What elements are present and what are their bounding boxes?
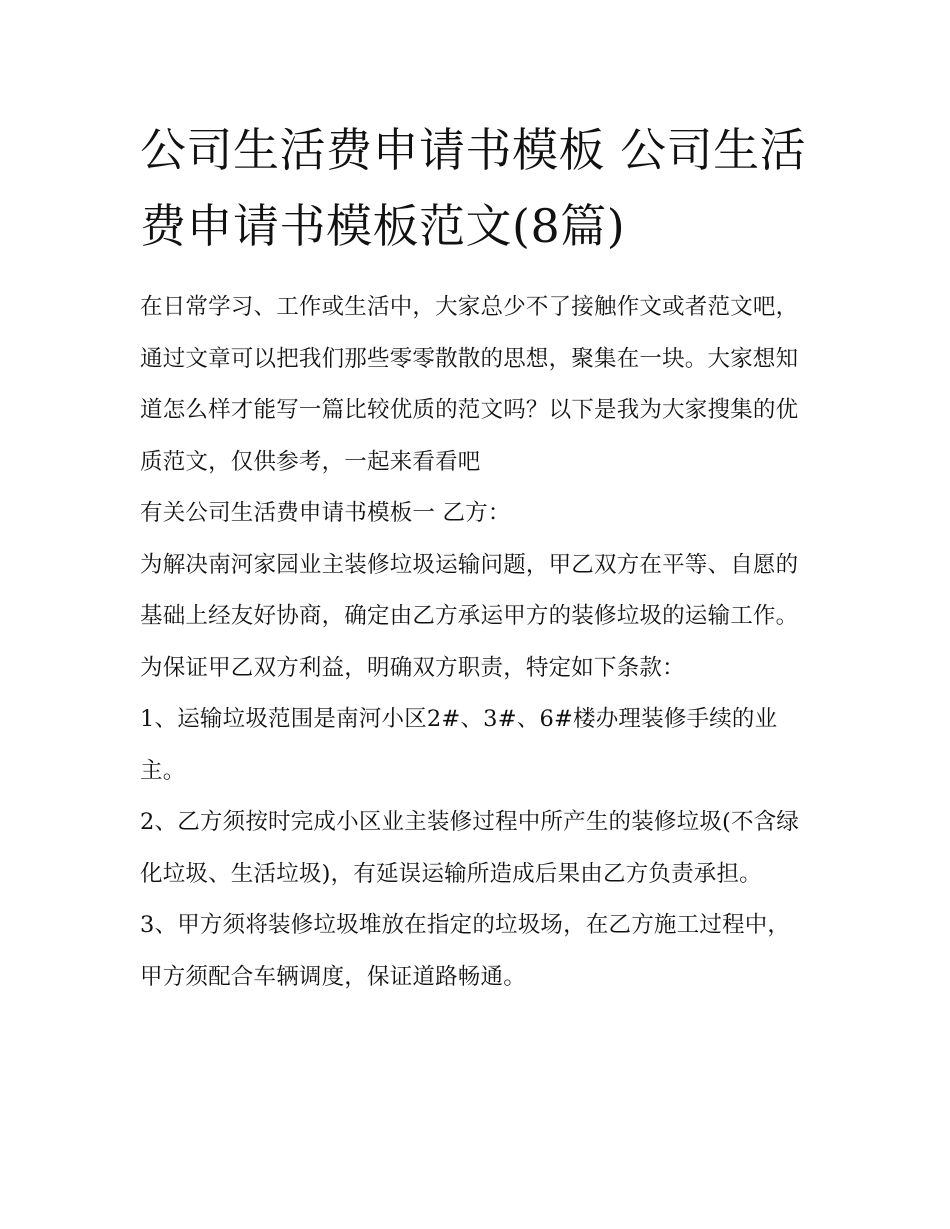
clause-1: 1、运输垃圾范围是南河小区2#、3#、6#楼办理装修手续的业主。: [140, 706, 778, 784]
document-content: [140, 112, 812, 1003]
document-title: 公司生活费申请书模板 公司生活费申请书模板范文(8篇): [140, 123, 807, 253]
body-paragraph: 为解决南河家园业主装修垃圾运输问题，甲乙双方在平等、自愿的基础上经友好协商，确定由乙方承运甲方的装修垃圾的运输工作。为保证甲乙双方利益，明确双方职责，特定如下条款：: [140, 551, 799, 681]
clause-2: 2、乙方须按时完成小区业主装修过程中所产生的装修垃圾(不含绿化垃圾、生活垃圾)，有延误运输所造成后果由乙方负责承担。: [140, 809, 800, 887]
section-heading: 有关公司生活费申请书模板一 乙方：: [140, 500, 511, 526]
intro-paragraph: 在日常学习、工作或生活中，大家总少不了接触作文或者范文吧，通过文章可以把我们那些零零散散的思想，聚集在一块。大家想知道怎么样才能写一篇比较优质的范文吗？以下是我为大家搜集的优质范文，仅供参考，一起来看看吧: [140, 294, 799, 475]
clause-3: 3、甲方须将装修垃圾堆放在指定的垃圾场，在乙方施工过程中，甲方须配合车辆调度，保证道路畅通。: [140, 912, 791, 990]
